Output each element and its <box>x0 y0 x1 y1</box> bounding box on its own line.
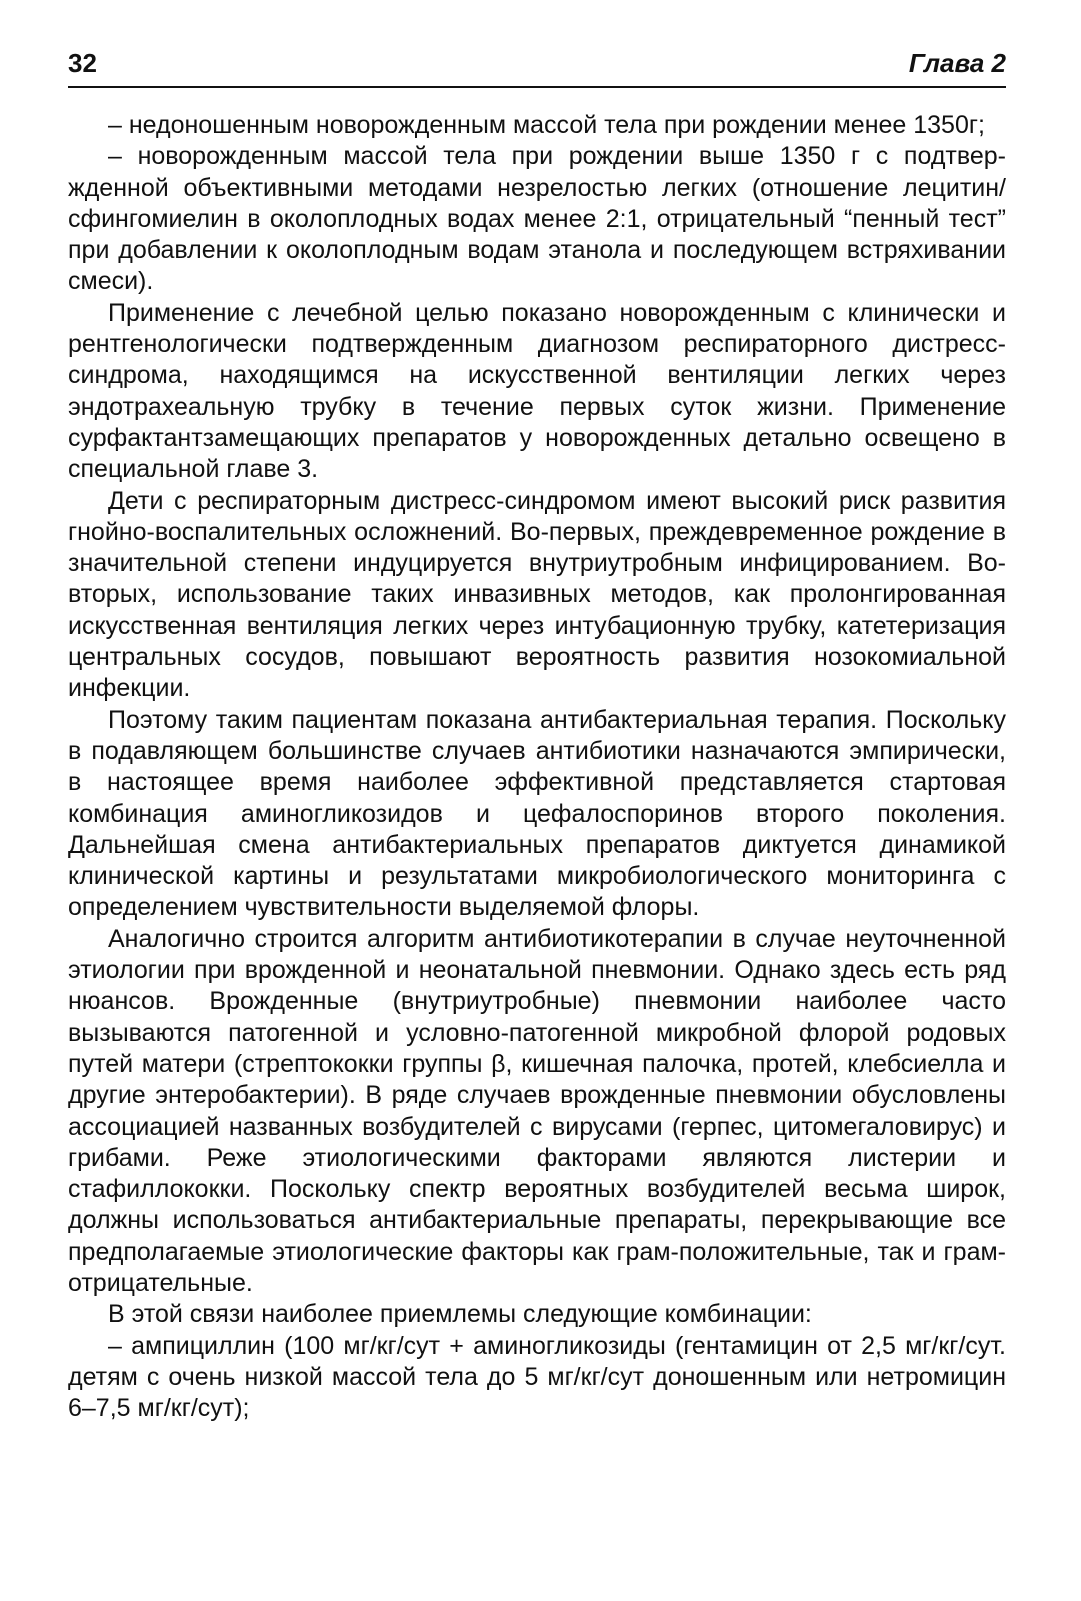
list-item-premature: – недоношенным новорожденным массой тела при рождении менее 1350г; <box>108 111 985 139</box>
page-number: 32 <box>68 48 97 78</box>
paragraph-combinations-intro: В этой связи наиболее приемлемы следующие комбинации: <box>108 1300 812 1329</box>
body-text <box>68 110 1006 1424</box>
list-item-immature-lungs: – новорожденным массой тела при рождении выше 1350 г с подтвержденной объективными методами незрелостью легких (отношение лецитин/сфингомиелин в околоплодных водах менее 2:1, отрицательный “пенный тест” при добавлении к околоплодным водам этанола и последующем встряхивании смеси). <box>68 142 1006 296</box>
paragraph-infection-risk: Дети с респираторным дистресс-синдромом имеют высокий риск развития гнойно-воспалительных осложнений. Во-первых, преждевременное рождение в значительной степени индуцируется внутриутробным инфицированием. Во-вторых, использование таких инвазивных методов, как пролонгированная искусственная вентиляция легких через интубационную трубку, катетеризация центральных сосудов, повышают вероятность развития нозокомиальной инфекции. <box>68 486 1006 703</box>
list-item-ampicillin: – ампициллин (100 мг/кг/сут + аминогликозиды (гентамицин от 2,5 мг/кг/сут. детям с очень низкой массой тела до 5 мг/кг/сут доношенным или нетромицин 6–7,5 мг/кг/сут); <box>68 1331 1006 1423</box>
chapter-label: Глава 2 <box>908 48 1006 78</box>
paragraph-antibacterial-therapy: Поэтому таким пациентам показана антибактериальная терапия. Поскольку в подавляющем большинстве случаев антибиотики назначаются эмпирически, в настоящее время наиболее эффективной представляется стартовая комбинация аминогликозидов и цефалоспоринов второго поколения. Дальнейшая смена антибактериальных препаратов диктуется динамикой клинической картины и результатами микробиологического мониторинга с определением чувствительности выделяемой флоры. <box>68 705 1006 922</box>
paragraph-pneumonia-etiology: Аналогично строится алгоритм антибиотикотерапии в случае неуточненной этиологии при врожденной и неонатальной пневмонии. Однако здесь есть ряд нюансов. Врожденные (внутриутробные) пневмонии наиболее часто вызываются патогенной и условно-патогенной микробной флорой родовых путей матери (стрептококки группы β, кишечная палочка, протей, клебсиелла и другие энтеробактерии). В ряде случаев врожденные пневмонии обусловлены ассоциацией названных возбудителей с вирусами (герпес, цитомегаловирус) и грибами. Реже этиологическими факторами являются листерии и стафиллококки. Поскольку спектр вероятных возбудителей весьма широк, должны использоваться антибактериальные препараты, перекрывающие все предполагаемые этиологические факторы как грам-положительные, так и грам-отрицательные. <box>68 924 1006 1297</box>
paragraph-therapeutic-use: Применение с лечебной целью показано новорожденным с клинически и рентгенологически подтвержденным диагнозом респираторного дистресс-синдрома, находящимся на искусственной вентиляции легких через эндотрахеальную трубку в течение первых суток жизни. Применение сурфактантзамещающих препаратов у новорожденных детально освещено в специальной главе 3. <box>68 298 1006 484</box>
running-header <box>68 46 1006 88</box>
